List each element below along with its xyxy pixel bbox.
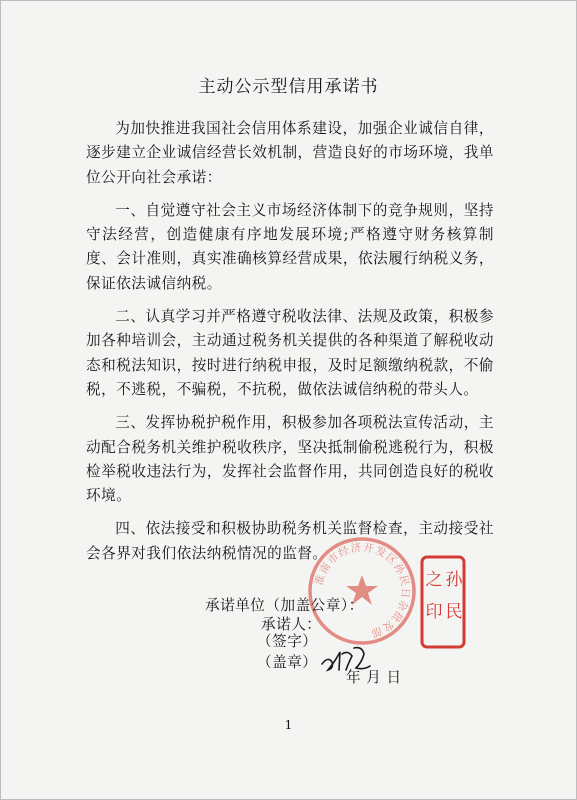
svg-text:之: 之 [425,570,443,590]
seal-text: 淮南市经济开发区孙民日杂批发部 [313,541,412,640]
intro-paragraph: 为加快推进我国社会信用体系建设，加强企业诚信自律，逐步建立企业诚信经营长效机制，营造良好的市场环境，我单位公开向社会承诺： [86,120,494,186]
handwritten-signature [318,640,374,676]
signer-label: 承诺人： [261,616,322,633]
company-seal [306,535,418,647]
date-label: 年 月 日 [346,669,402,686]
svg-text:孙: 孙 [445,570,463,590]
signing-unit-label: 承诺单位（加盖公章）： [205,597,364,614]
commitment-paragraph-2: 二、认真学习并严格遵守税收法律、法规及政策，积极参加各种培训会，主动通过税务机关提供的各种渠道了解税收动态和税法知识，按时进行纳税申报，及时足额缴纳税款，不偷税，不逃税，不骗税，不抗税，做依法诚信纳税的带头人。 [86,308,494,398]
commitment-paragraph-3: 三、发挥协税护税作用，积极参加各项税法宣传活动，主动配合税务机关维护税收秩序，坚决抵制偷税逃税行为，积极检举税收违法行为，发挥社会监督作用，共同创造良好的税收环境。 [86,414,494,505]
document-body [86,117,494,566]
commitment-paragraph-1: 一、自觉遵守社会主义市场经济体制下的竞争规则，坚持守法经营，创造健康有序地发展环境;严格遵守财务核算制度、会计准则，真实准确核算经营成果，依法履行纳税义务，保证依法诚信纳税。 [86,201,494,292]
svg-text:印: 印 [425,602,443,622]
svg-text:民: 民 [445,602,463,622]
personal-stamp [420,555,466,649]
signature-label: （签字） [257,633,318,650]
page-number: 1 [284,718,293,732]
seal-label: （盖章） [257,654,318,671]
commitment-paragraph-4: 四、依法接受和积极协助税务机关监督检查，主动接受社会各界对我们依法纳税情况的监督。 [86,520,494,562]
document-title: 主动公示型信用承诺书 [198,77,379,97]
